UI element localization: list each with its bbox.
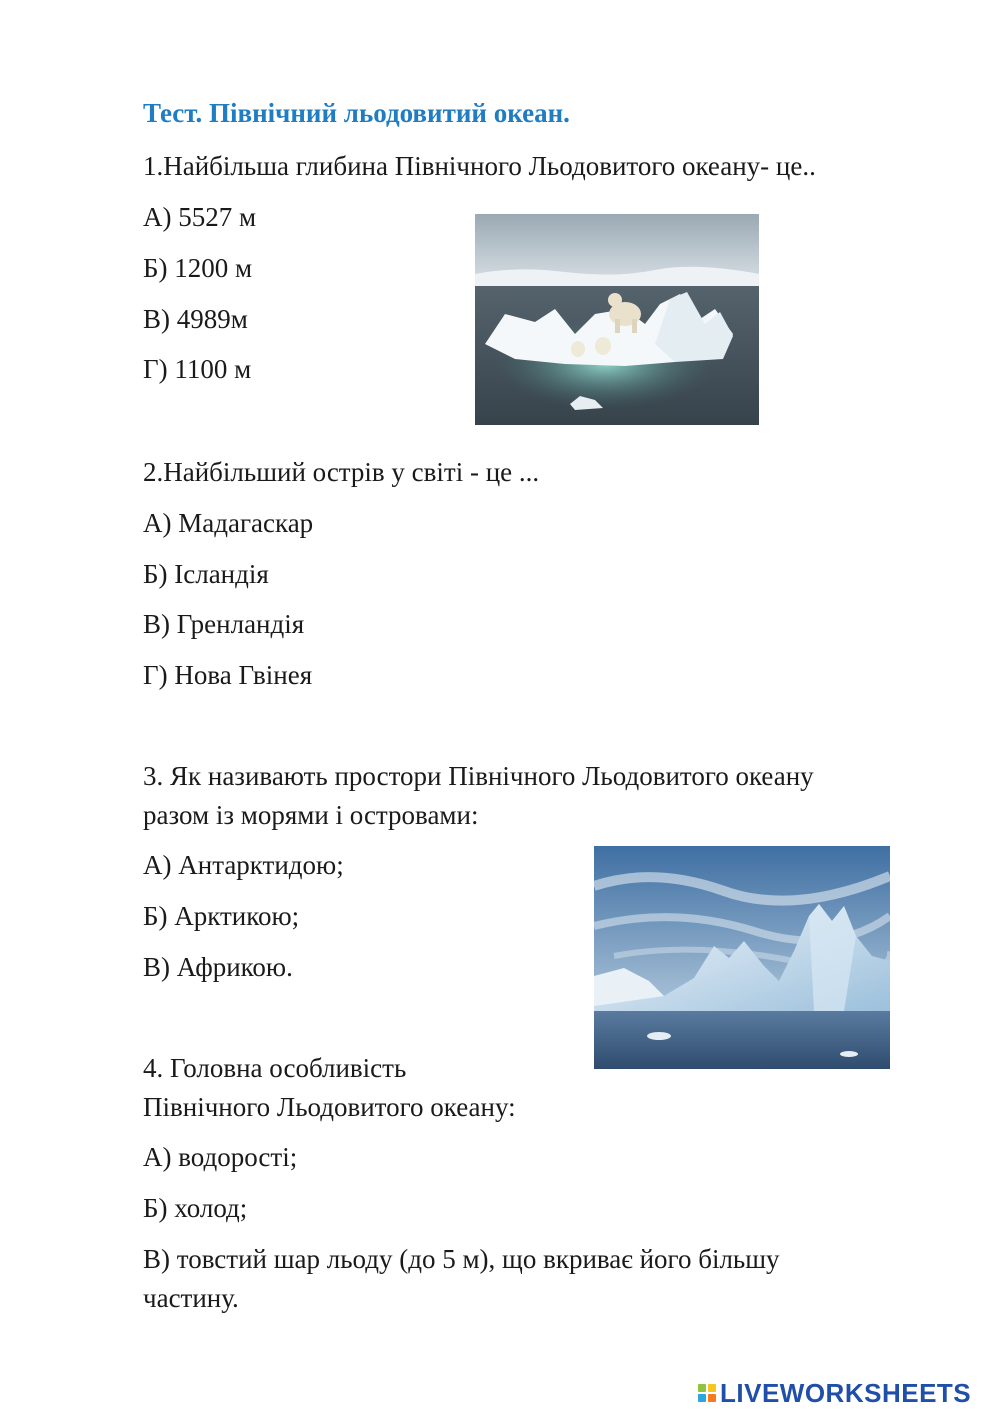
polar-bears-image (475, 214, 759, 425)
q1-option-b: Б) 1200 м (143, 253, 253, 283)
liveworksheets-logo-text: LIVEWORKSHEETS (720, 1378, 972, 1408)
q1-option-a: А) 5527 м (143, 202, 257, 232)
question-2-text: 2.Найбільший острів у світі - це ... (143, 457, 540, 487)
question-3-text-line-2: разом із морями і островами: (143, 800, 479, 830)
liveworksheets-brand (698, 1378, 971, 1408)
q4-option-c-line-1: В) товстий шар льоду (до 5 м), що вкриває його більшу (143, 1244, 780, 1274)
q2-option-c: В) Гренландія (143, 609, 305, 639)
q4-option-a: А) водорості; (143, 1142, 298, 1172)
q1-option-c: В) 4989м (143, 304, 248, 334)
q2-option-a: А) Мадагаскар (143, 508, 314, 538)
q4-option-b: Б) холод; (143, 1193, 248, 1223)
q4-option-c-line-2: частину. (143, 1283, 239, 1313)
question-4-text-line-2: Північного Льодовитого океану: (143, 1092, 516, 1122)
iceberg-image (594, 846, 890, 1069)
worksheet-title: Тест. Північний льодовитий океан. (143, 98, 570, 128)
question-3-text-line-1: 3. Як називають простори Північного Льодовитого океану (143, 761, 814, 791)
liveworksheets-logo-icon (698, 1384, 716, 1402)
q3-option-b: Б) Арктикою; (143, 901, 300, 931)
question-1-text: 1.Найбільша глибина Північного Льодовитого океану- це.. (143, 151, 816, 181)
question-4-text-line-1: 4. Головна особливість (143, 1053, 407, 1083)
q2-option-b: Б) Ісландія (143, 559, 269, 589)
q3-option-c: В) Африкою. (143, 952, 293, 982)
q2-option-d: Г) Нова Гвінея (143, 660, 313, 690)
q3-option-a: А) Антарктидою; (143, 850, 344, 880)
q1-option-d: Г) 1100 м (143, 354, 252, 384)
